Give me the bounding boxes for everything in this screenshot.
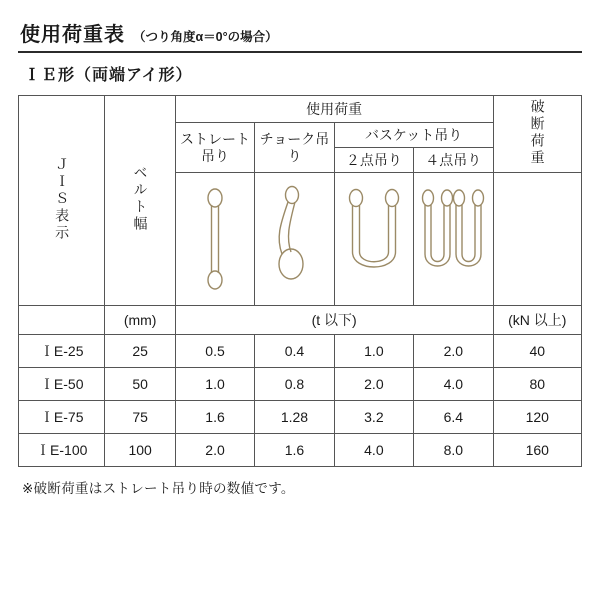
cell-straight: 1.6 bbox=[175, 401, 254, 434]
header-breaking-load-label: 破断荷重 bbox=[529, 98, 546, 167]
basket-4point-sling-icon bbox=[416, 180, 490, 298]
header-breaking-load bbox=[493, 96, 581, 173]
basket-2point-sling-icon bbox=[339, 180, 409, 298]
cell-choke: 1.6 bbox=[255, 434, 334, 467]
title-divider bbox=[18, 51, 582, 53]
header-basket: バスケット吊り bbox=[334, 123, 493, 148]
header-jis bbox=[19, 96, 105, 306]
diagram-breaking-cell bbox=[493, 173, 581, 306]
cell-belt: 100 bbox=[105, 434, 175, 467]
table-header-row-1 bbox=[19, 96, 582, 123]
cell-basket4: 6.4 bbox=[414, 401, 493, 434]
diagram-straight-cell bbox=[175, 173, 254, 306]
cell-breaking: 120 bbox=[493, 401, 581, 434]
unit-jis bbox=[19, 306, 105, 335]
unit-working-load: (t 以下) bbox=[175, 306, 493, 335]
diagram-choke-cell bbox=[255, 173, 334, 306]
cell-breaking: 160 bbox=[493, 434, 581, 467]
cell-straight: 2.0 bbox=[175, 434, 254, 467]
unit-belt-width: (mm) bbox=[105, 306, 175, 335]
cell-straight: 0.5 bbox=[175, 335, 254, 368]
section-subtitle: ＩＥ形（両端アイ形） bbox=[24, 67, 193, 84]
header-belt-width bbox=[105, 96, 175, 306]
cell-breaking: 80 bbox=[493, 368, 581, 401]
header-jis-label: ＪＩＳ表示 bbox=[54, 156, 71, 242]
cell-basket2: 2.0 bbox=[334, 368, 413, 401]
footnote: ※破断荷重はストレート吊り時の数値です。 bbox=[22, 481, 295, 496]
unit-breaking-load: (kN 以上) bbox=[493, 306, 581, 335]
table-row bbox=[19, 368, 582, 401]
header-choke: チョーク吊り bbox=[255, 123, 334, 173]
cell-choke: 1.28 bbox=[255, 401, 334, 434]
table-row bbox=[19, 434, 582, 467]
cell-basket4: 8.0 bbox=[414, 434, 493, 467]
cell-jis: ＩE-25 bbox=[19, 335, 105, 368]
header-belt-width-label: ベルト幅 bbox=[132, 165, 149, 233]
cell-belt: 50 bbox=[105, 368, 175, 401]
cell-belt: 25 bbox=[105, 335, 175, 368]
cell-straight: 1.0 bbox=[175, 368, 254, 401]
choke-sling-icon bbox=[262, 180, 326, 298]
diagram-basket4-cell bbox=[414, 173, 493, 306]
cell-basket2: 4.0 bbox=[334, 434, 413, 467]
cell-basket2: 3.2 bbox=[334, 401, 413, 434]
cell-jis: ＩE-50 bbox=[19, 368, 105, 401]
cell-jis: ＩE-75 bbox=[19, 401, 105, 434]
title-row bbox=[20, 18, 582, 47]
cell-basket4: 4.0 bbox=[414, 368, 493, 401]
table-row bbox=[19, 401, 582, 434]
header-basket-4point: ４点吊り bbox=[414, 148, 493, 173]
cell-basket2: 1.0 bbox=[334, 335, 413, 368]
table-row bbox=[19, 335, 582, 368]
cell-breaking: 40 bbox=[493, 335, 581, 368]
cell-belt: 75 bbox=[105, 401, 175, 434]
cell-basket4: 2.0 bbox=[414, 335, 493, 368]
table-unit-row bbox=[19, 306, 582, 335]
cell-jis: ＩE-100 bbox=[19, 434, 105, 467]
diagram-basket2-cell bbox=[334, 173, 413, 306]
straight-sling-icon bbox=[183, 180, 247, 298]
header-straight: ストレート吊り bbox=[175, 123, 254, 173]
cell-choke: 0.8 bbox=[255, 368, 334, 401]
cell-choke: 0.4 bbox=[255, 335, 334, 368]
load-table bbox=[18, 95, 582, 467]
page-title: 使用荷重表 bbox=[20, 24, 125, 46]
page-title-note: （つり角度α＝0°の場合） bbox=[133, 30, 278, 44]
header-basket-2point: ２点吊り bbox=[334, 148, 413, 173]
header-working-load: 使用荷重 bbox=[175, 96, 493, 123]
